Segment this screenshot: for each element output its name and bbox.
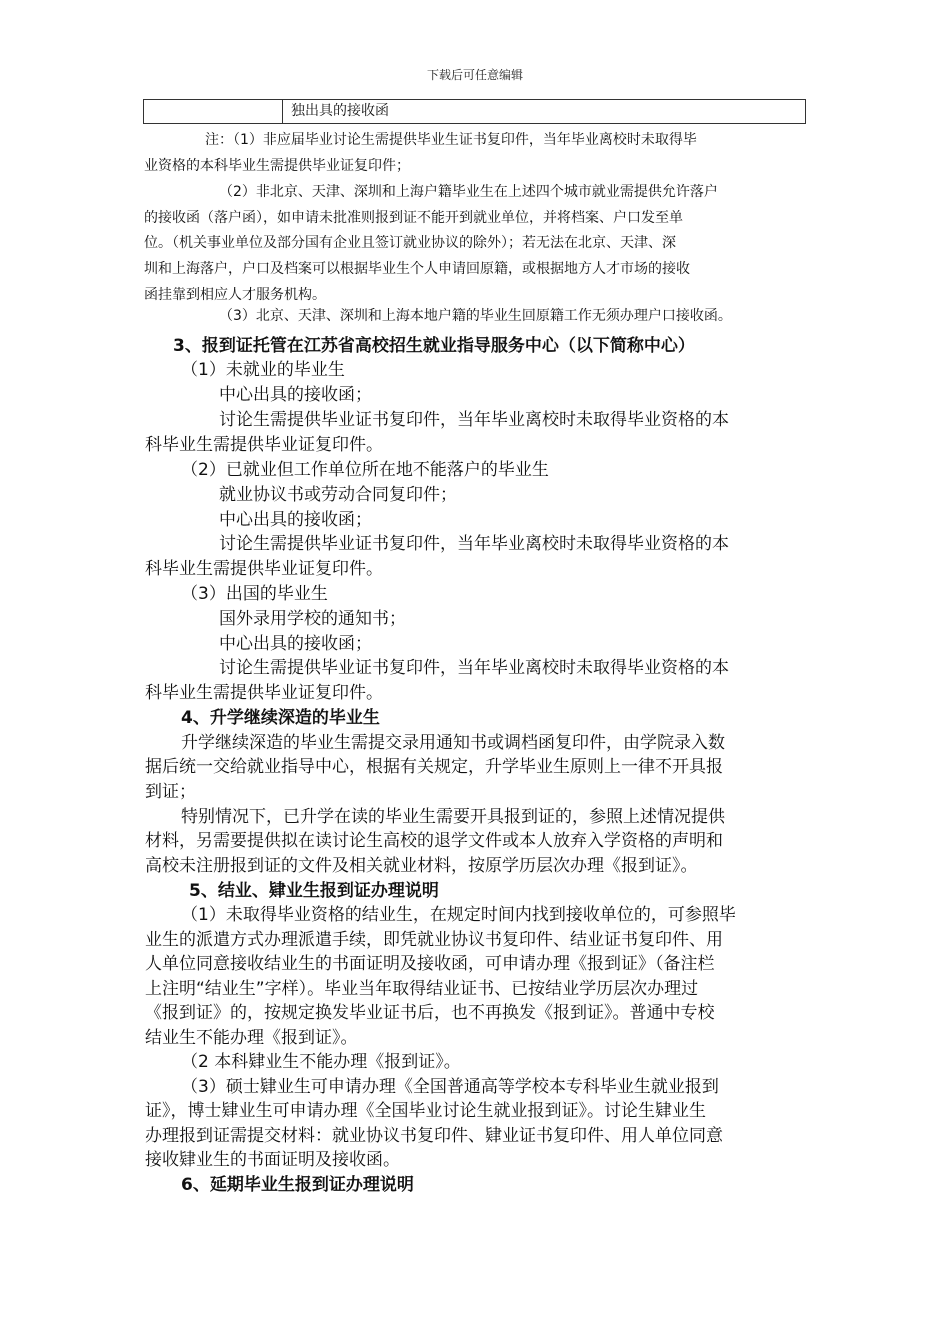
- section-3-line: 讨论生需提供毕业证书复印件，当年毕业离校时未取得毕业资格的本: [219, 534, 729, 554]
- section-5-line: （3）硕士肄业生可申请办理《全国普通高等学校本专科毕业生就业报到: [181, 1077, 719, 1097]
- section-5-heading: 5、结业、肄业生报到证办理说明: [189, 881, 439, 901]
- section-3-line: 科毕业生需提供毕业证复印件。: [145, 559, 383, 579]
- section-3-line: （3）出国的毕业生: [181, 584, 328, 604]
- section-3-line: （2）已就业但工作单位所在地不能落户的毕业生: [181, 460, 549, 480]
- section-4-line: 到证；: [145, 782, 196, 802]
- table-cell-empty: [144, 100, 283, 123]
- section-4-line: 特别情况下，已升学在读的毕业生需要开具报到证的，参照上述情况提供: [181, 807, 725, 827]
- section-3-line: 中心出具的接收函；: [219, 510, 372, 530]
- page-header: 下载后可任意编辑: [426, 68, 523, 82]
- section-3-line: 中心出具的接收函；: [219, 385, 372, 405]
- section-4-line: 升学继续深造的毕业生需提交录用通知书或调档函复印件，由学院录入数: [181, 733, 725, 753]
- table-cell-text: 独出具的接收函: [291, 103, 389, 119]
- note-line: 的接收函（落户函），如申请未批准则报到证不能开到就业单位，并将档案、户口发至单: [144, 210, 683, 226]
- section-4-line: 据后统一交给就业指导中心，根据有关规定，升学毕业生原则上一律不开具报: [145, 757, 723, 777]
- note-line: 注：（1）非应届毕业讨论生需提供毕业生证书复印件，当年毕业离校时未取得毕: [205, 132, 697, 148]
- section-3-line: 就业协议书或劳动合同复印件；: [219, 485, 457, 505]
- section-5-line: 证》，博士肄业生可申请办理《全国毕业讨论生就业报到证》。讨论生肄业生: [145, 1101, 706, 1121]
- section-4-line: 材料，另需要提供拟在读讨论生高校的退学文件或本人放弃入学资格的声明和: [145, 831, 723, 851]
- section-5-line: 业生的派遣方式办理派遣手续，即凭就业协议书复印件、结业证书复印件、用: [145, 930, 723, 950]
- section-3-line: 讨论生需提供毕业证书复印件，当年毕业离校时未取得毕业资格的本: [219, 658, 729, 678]
- note-line: 函挂靠到相应人才服务机构。: [144, 287, 326, 303]
- section-5-line: （2 本科肄业生不能办理《报到证》。: [181, 1052, 461, 1072]
- section-5-line: 结业生不能办理《报到证》。: [145, 1028, 358, 1048]
- section-3-line: 讨论生需提供毕业证书复印件，当年毕业离校时未取得毕业资格的本: [219, 410, 729, 430]
- section-3-line: 国外录用学校的通知书；: [219, 609, 406, 629]
- section-5-line: 人单位同意接收结业生的书面证明及接收函，可申请办理《报到证》（备注栏: [145, 954, 715, 974]
- note-line: （3）北京、天津、深圳和上海本地户籍的毕业生回原籍工作无须办理户口接收函。: [219, 308, 732, 324]
- section-3-heading: 3、报到证托管在江苏省高校招生就业指导服务中心（以下简称中心）: [173, 336, 695, 356]
- note-line: 位。（机关事业单位及部分国有企业且签订就业协议的除外）；若无法在北京、天津、深: [144, 235, 676, 251]
- section-5-line: 上注明“结业生”字样）。毕业当年取得结业证书、已按结业学历层次办理过: [145, 979, 699, 999]
- section-3-line: （1）未就业的毕业生: [181, 360, 345, 380]
- section-6-heading: 6、延期毕业生报到证办理说明: [181, 1175, 414, 1195]
- note-line: （2）非北京、天津、深圳和上海户籍毕业生在上述四个城市就业需提供允许落户: [219, 184, 718, 200]
- note-line: 圳和上海落户，户口及档案可以根据毕业生个人申请回原籍，或根据地方人才市场的接收: [144, 261, 690, 277]
- section-5-line: （1）未取得毕业资格的结业生，在规定时间内找到接收单位的，可参照毕: [181, 905, 736, 925]
- table-row: [143, 99, 806, 124]
- section-4-heading: 4、升学继续深造的毕业生: [181, 708, 380, 728]
- section-5-line: 办理报到证需提交材料：就业协议书复印件、肄业证书复印件、用人单位同意: [145, 1126, 723, 1146]
- section-3-line: 科毕业生需提供毕业证复印件。: [145, 435, 383, 455]
- section-3-line: 科毕业生需提供毕业证复印件。: [145, 683, 383, 703]
- section-4-line: 高校未注册报到证的文件及相关就业材料，按原学历层次办理《报到证》。: [145, 856, 698, 876]
- note-line: 业资格的本科毕业生需提供毕业证复印件；: [144, 158, 410, 174]
- section-3-line: 中心出具的接收函；: [219, 634, 372, 654]
- section-5-line: 接收肄业生的书面证明及接收函。: [145, 1150, 400, 1170]
- section-5-line: 《报到证》的，按规定换发毕业证书后，也不再换发《报到证》。普通中专校: [145, 1003, 715, 1023]
